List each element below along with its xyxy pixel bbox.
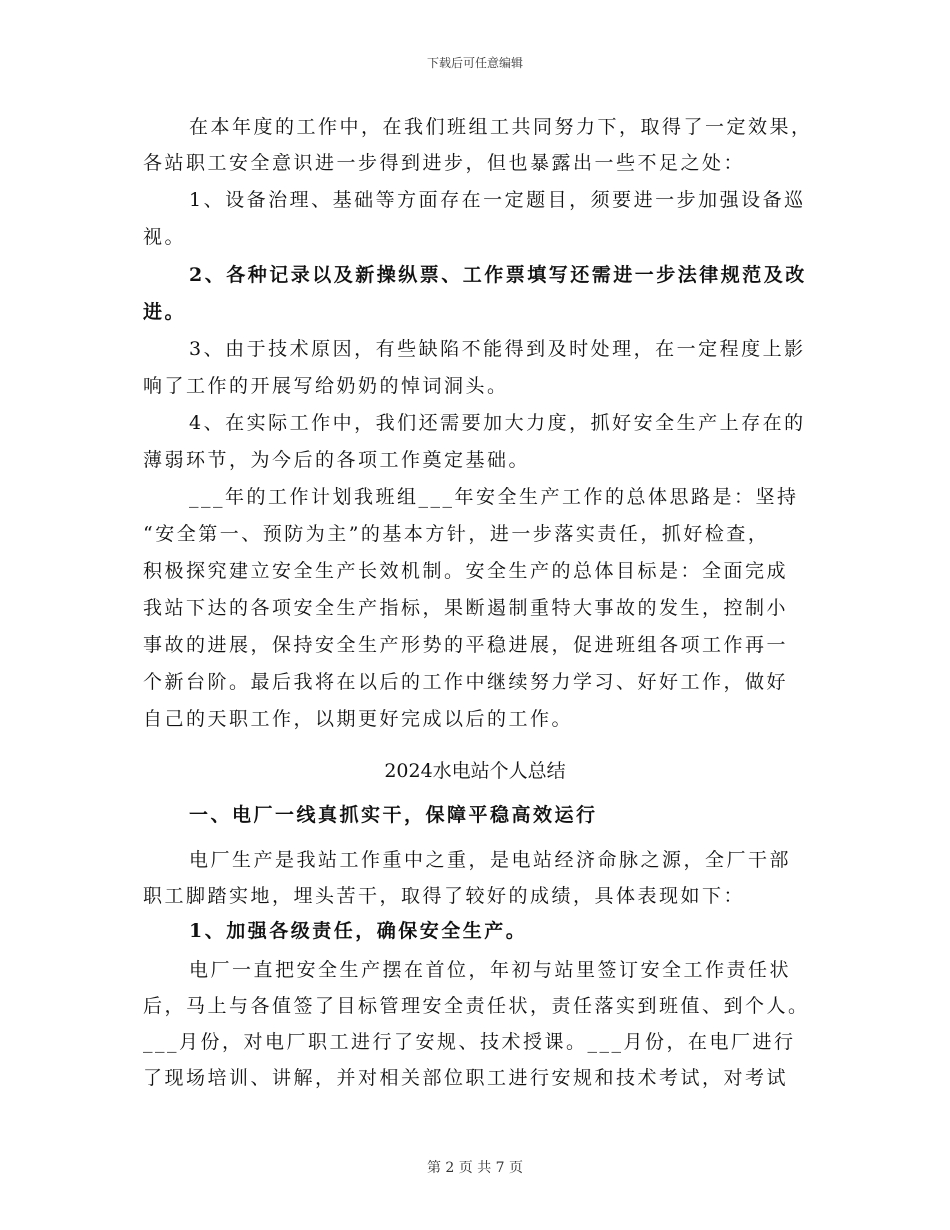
paragraph-line: 3、由于技术原因，有些缺陷不能得到及时处理，在一定程度上影 <box>189 338 806 360</box>
paragraph-line: 电厂一直把安全生产摆在首位，年初与站里签订安全工作责任状 <box>189 959 792 981</box>
paragraph-line: 响了工作的开展写给奶奶的悼词洞头。 <box>143 375 509 397</box>
paragraph-line: 后，马上与各值签了目标管理安全责任状，责任落实到班值、到个人。 <box>143 995 810 1017</box>
section-heading: 一、电厂一线真抓实干，保障平稳高效运行 <box>189 804 598 826</box>
page-footer: 第 2 页 共 7 页 <box>426 1160 524 1176</box>
paragraph-line: 了现场培训、讲解，并对相关部位职工进行安规和技术考试，对考试 <box>143 1067 789 1089</box>
paragraph-line: ___月份，对电厂职工进行了安规、技术授课。___月份，在电厂进行 <box>143 1031 796 1053</box>
document-title: 2024水电站个人总结 <box>384 760 566 782</box>
paragraph-line: 薄弱环节，为今后的各项工作奠定基础。 <box>143 449 531 471</box>
paragraph-line-bold: 进。 <box>143 301 187 323</box>
subsection-heading: 1、加强各级责任，确保安全生产。 <box>189 920 528 942</box>
paragraph-line: 我站下达的各项安全生产指标，果断遏制重特大事故的发生，控制小 <box>143 597 789 619</box>
paragraph-line: 各站职工安全意识进一步得到进步，但也暴露出一些不足之处： <box>143 152 746 174</box>
paragraph-line: 积极探究建立安全生产长效机制。安全生产的总体目标是：全面完成 <box>143 560 789 582</box>
paragraph-line: ___年的工作计划我班组___年安全生产工作的总体思路是：坚持 <box>189 486 799 508</box>
paragraph-line: 自己的天职工作，以期更好完成以后的工作。 <box>143 708 574 730</box>
paragraph-line: 电厂生产是我站工作重中之重，是电站经济命脉之源，全厂干部 <box>189 849 792 871</box>
paragraph-line: 个新台阶。最后我将在以后的工作中继续努力学习、好好工作，做好 <box>143 671 789 693</box>
paragraph-line: 在本年度的工作中，在我们班组工共同努力下，取得了一定效果， <box>189 116 813 138</box>
paragraph-line: 4、在实际工作中，我们还需要加大力度，抓好安全生产上存在的 <box>189 412 806 434</box>
page-header: 下载后可任意编辑 <box>426 56 523 70</box>
paragraph-line: 1、设备治理、基础等方面存在一定题目，须要进一步加强设备巡 <box>189 189 806 211</box>
paragraph-line: 视。 <box>143 226 187 248</box>
paragraph-line: “安全第一、预防为主”的基本方针，进一步落实责任，抓好检查， <box>143 523 770 545</box>
paragraph-line-bold: 2、各种记录以及新操纵票、工作票填写还需进一步法律规范及改 <box>189 264 807 286</box>
paragraph-line: 职工脚踏实地，埋头苦干，取得了较好的成绩，具体表现如下： <box>143 885 746 907</box>
paragraph-line: 事故的进展，保持安全生产形势的平稳进展，促进班组各项工作再一 <box>143 634 789 656</box>
